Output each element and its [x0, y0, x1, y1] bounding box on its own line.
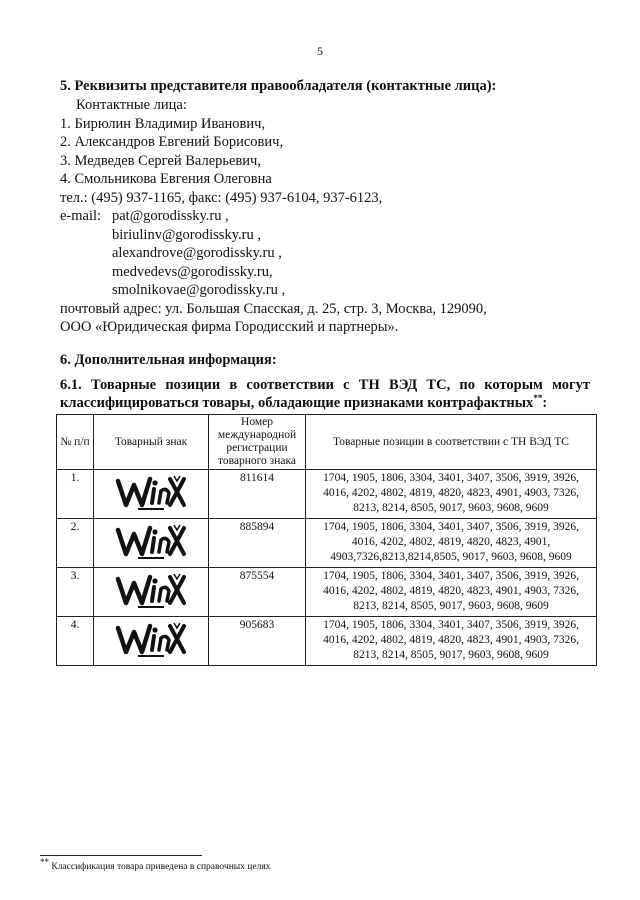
winx-club-logo-icon [114, 522, 188, 562]
tariff-positions: 1704, 1905, 1806, 3304, 3401, 3407, 3506, 3919, 3926, 4016, 4202, 4802, 4819, 4820, 4823, 4901, 4903, 7326, 8213, 8214, 8505, 9017, 9603, 9608, 9609 [306, 470, 597, 519]
tariff-positions: 1704, 1905, 1806, 3304, 3401, 3407, 3506, 3919, 3926, 4016, 4202, 4802, 4819, 4820, 4823, 4901, 4903, 7326, 8213, 8214, 8505, 9017, 9603, 9608, 9609 [306, 568, 597, 617]
row-num: 2. [57, 519, 94, 568]
table-row [57, 470, 597, 519]
contact-item: 1. Бирюлин Владимир Иванович, [60, 115, 266, 132]
registration-number: 875554 [209, 568, 306, 617]
email-address: biriulinv@gorodissky.ru , [112, 226, 261, 243]
trademark-cell [94, 568, 209, 617]
winx-club-logo-icon [114, 571, 188, 611]
row-num: 1. [57, 470, 94, 519]
footnote-mark: ** [40, 857, 49, 867]
trademark-cell [94, 470, 209, 519]
section5-body [60, 96, 600, 337]
table-row [57, 617, 597, 666]
header-registration: Номер международной регистрации товарного знака [209, 415, 306, 470]
email-address: medvedevs@gorodissky.ru, [112, 263, 273, 280]
section6-1-title [60, 377, 590, 412]
table-row [57, 568, 597, 617]
table-row [57, 519, 597, 568]
header-positions: Товарные позиции в соответствии с ТН ВЭД ТС [306, 415, 597, 470]
row-num: 4. [57, 617, 94, 666]
table-header-row [57, 415, 597, 470]
email-address: alexandrove@gorodissky.ru , [112, 245, 282, 261]
contact-item: 4. Смольникова Евгения Олеговна [60, 171, 272, 187]
company-name: ООО «Юридическая фирма Городисский и партнеры». [60, 319, 399, 335]
registration-number: 885894 [209, 519, 306, 568]
contact-item: 2. Александров Евгений Борисович, [60, 134, 284, 150]
trademark-cell [94, 519, 209, 568]
tariff-positions: 1704, 1905, 1806, 3304, 3401, 3407, 3506, 3919, 3926, 4016, 4202, 4802, 4819, 4820, 4823, 4901, 4903,7326,8213,8214,8505, 9017, 9603, 9608, 9609 [306, 519, 597, 568]
section6-1-colon: : [542, 394, 548, 411]
page-number: 5 [317, 44, 323, 58]
postal-address: почтовый адрес: ул. Большая Спасская, д. 25, стр. 3, Москва, 129090, [60, 300, 487, 317]
footnote-mark: ** [533, 392, 543, 403]
contact-item: 3. Медведев Сергей Валерьевич, [60, 152, 261, 169]
registration-number: 811614 [209, 470, 306, 519]
email-line [60, 207, 600, 226]
trademark-table [56, 414, 597, 666]
registration-number: 905683 [209, 617, 306, 666]
header-num: № п/п [57, 415, 94, 470]
row-num: 3. [57, 568, 94, 617]
trademark-cell [94, 617, 209, 666]
phone-fax-line: тел.: (495) 937-1165, факс: (495) 937-6104, 937-6123, [60, 189, 383, 206]
footnote-text: Классификация товара приведена в справочных целях [49, 862, 271, 873]
email-label: e-mail: [60, 208, 102, 224]
footnote [40, 857, 271, 873]
email-address: pat@gorodissky.ru , [112, 208, 229, 224]
section5-title: 5. Реквизиты представителя правообладателя (контактные лица): [60, 78, 497, 94]
section6-1-text: 6.1. Товарные позиции в соответствии с ТН ВЭД ТС, по которым могут классифицироваться товары, обладающие признаками контрафактных [60, 377, 590, 411]
winx-club-logo-icon [114, 620, 188, 660]
section6-title: 6. Дополнительная информация: [60, 352, 277, 368]
header-trademark: Товарный знак [94, 415, 209, 470]
email-address: smolnikovae@gorodissky.ru , [112, 282, 286, 298]
footnote-divider [40, 855, 202, 856]
contacts-label: Контактные лица: [76, 97, 187, 113]
tariff-positions: 1704, 1905, 1806, 3304, 3401, 3407, 3506, 3919, 3926, 4016, 4202, 4802, 4819, 4820, 4823, 4901, 4903, 7326, 8213, 8214, 8505, 9017, 9603, 9608, 9609 [306, 617, 597, 666]
winx-club-logo-icon [114, 473, 188, 513]
